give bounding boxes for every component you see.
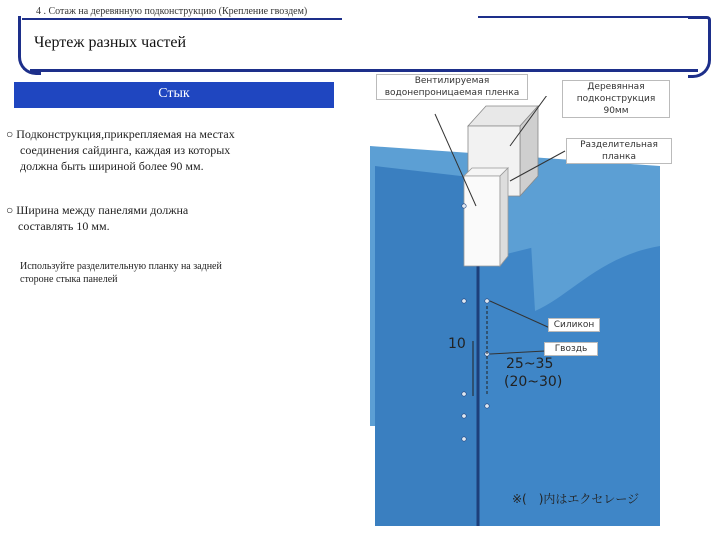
bullet-symbol: ○ [6, 203, 14, 217]
stik-header-label: Стык [158, 86, 190, 101]
bullet-substructure [6, 126, 235, 174]
footnote-japanese: ※( )内はエクセレージ [512, 492, 640, 506]
callout-membrane-line-2: водонепроницаемая пленка [384, 88, 520, 98]
bullet-line: соединения сайдинга, каждая из которых [20, 143, 231, 157]
header-rule-right [478, 16, 706, 18]
section-title: Чертеж разных частей [34, 34, 187, 51]
callout-membrane [376, 74, 528, 100]
callout-separator-line-1: Разделительная [580, 140, 658, 150]
bullet-line: Подконструкция,прикрепляемая на местах [16, 127, 235, 141]
callout-wood-line-1: Деревянная [587, 82, 645, 92]
gap-dimension-label: 10 [448, 336, 466, 352]
separator-strip-side [500, 168, 508, 266]
page-header-title: 4 . Сотаж на деревянную подконструкцию (Крепление гвоздем) [36, 6, 308, 17]
note-line-1: Используйте разделительную планку на задней [20, 261, 222, 272]
separator-strip-front [464, 176, 500, 266]
callout-wood-line-2: подконструкция [576, 94, 656, 104]
bullet-line: составлять 10 мм. [18, 219, 110, 233]
callout-membrane-line-1: Вентилируемая [414, 76, 490, 86]
callout-wood-line-3: 90мм [603, 106, 629, 116]
header-rule-left [22, 18, 342, 20]
bullet-line: должна быть шириной более 90 мм. [20, 159, 204, 173]
bullet-symbol: ○ [6, 127, 14, 141]
callout-silicone: Силикон [548, 318, 600, 332]
spacing-dimension-label: 25~35 [506, 356, 554, 372]
callout-nail: Гвоздь [544, 342, 598, 356]
bullet-panel-gap [6, 202, 188, 234]
spacing-alt-dimension-label: (20~30) [504, 374, 563, 390]
frame-bottom-rule [30, 69, 698, 72]
callout-wood [562, 80, 670, 118]
note-line-2: стороне стыка панелей [20, 274, 118, 285]
bullet-line: Ширина между панелями должна [16, 203, 189, 217]
separator-note [20, 260, 222, 286]
callout-separator [566, 138, 672, 164]
callout-separator-line-2: планка [602, 152, 636, 162]
